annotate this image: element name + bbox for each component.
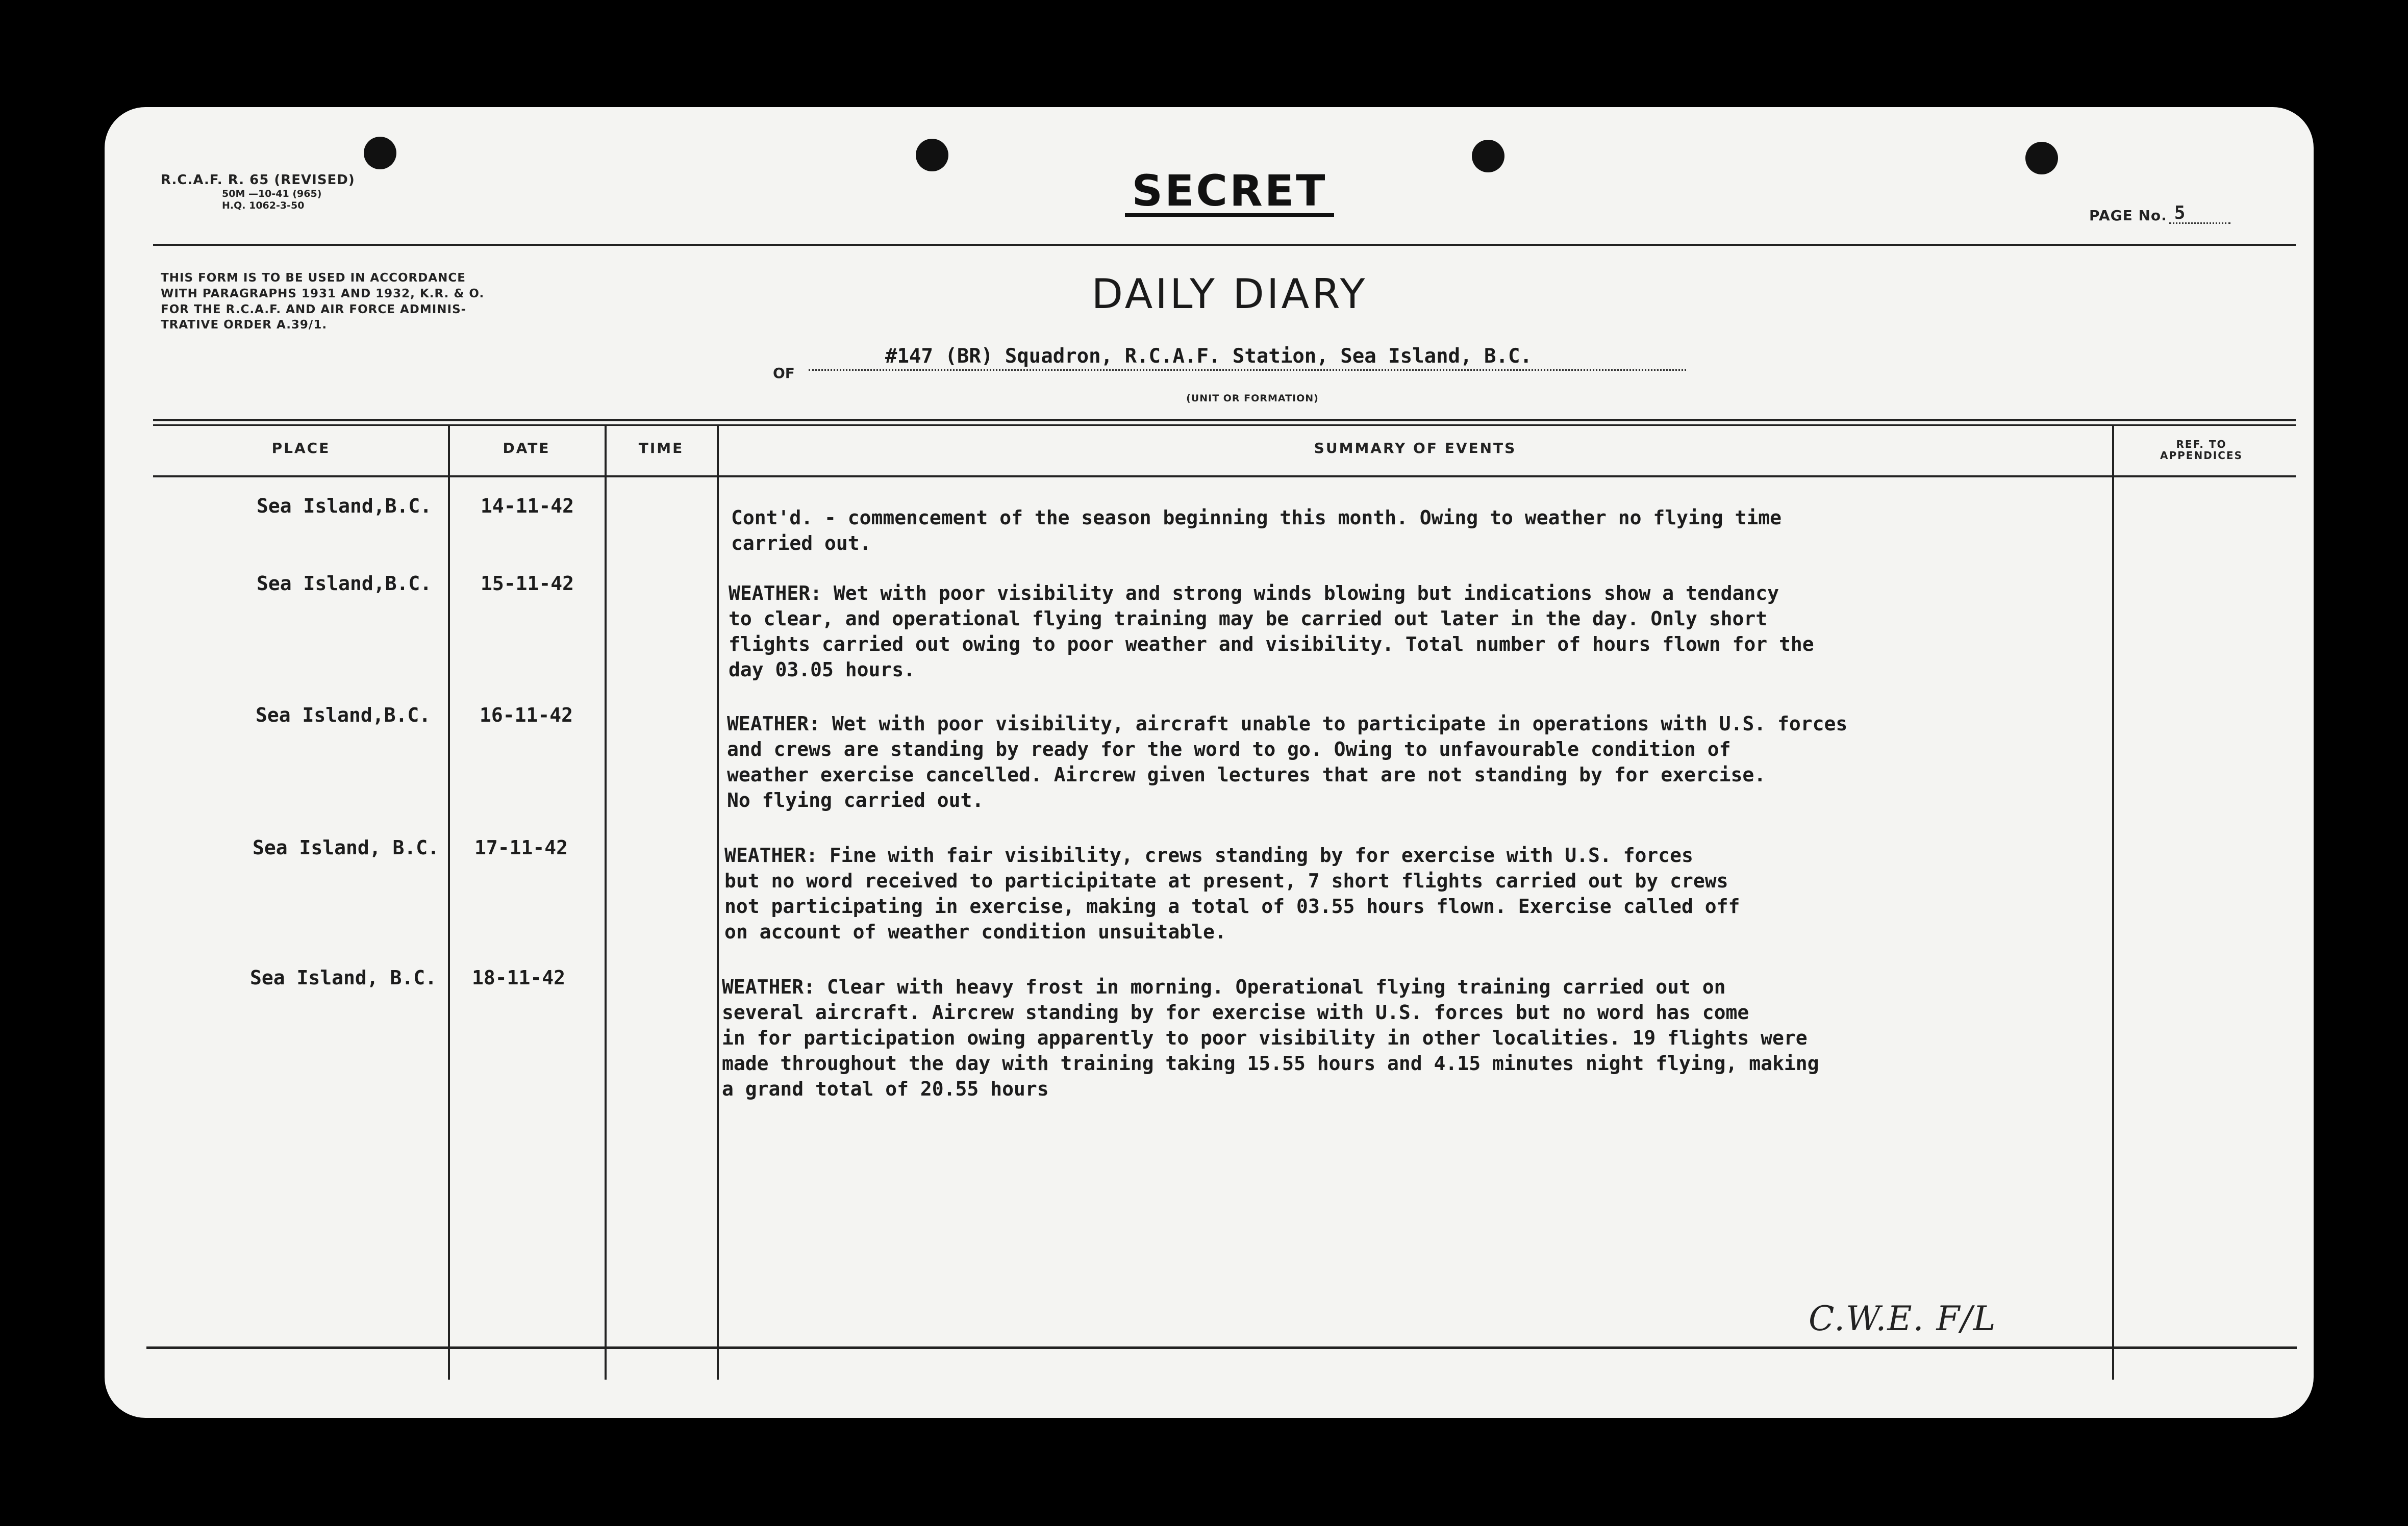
form-hq-code: H.Q. 1062-3-50	[222, 199, 305, 211]
diary-page	[105, 107, 2314, 1418]
entry-date: 16-11-42	[480, 704, 573, 726]
summary-line: not participating in exercise, making a total of 03.55 hours flown. Exercise called off	[724, 895, 1740, 918]
summary-line: to clear, and operational flying training may be carried out later in the day. Only short	[729, 607, 1768, 630]
column-header-place: PLACE	[271, 440, 331, 456]
summary-line: several aircraft. Aircrew standing by for exercise with U.S. forces but no word has come	[722, 1001, 1749, 1024]
header-divider	[153, 244, 2296, 246]
unit-caption: (UNIT OR FORMATION)	[1186, 393, 1319, 404]
entry-place: Sea Island, B.C.	[250, 967, 437, 989]
instruction-line: WITH PARAGRAPHS 1931 AND 1932, K.R. & O.	[161, 287, 485, 300]
summary-line: WEATHER: Wet with poor visibility and strong winds blowing but indications show a tendancy	[729, 582, 1779, 604]
entry-summary	[724, 843, 1740, 945]
instruction-line: THIS FORM IS TO BE USED IN ACCORDANCE	[161, 271, 466, 285]
binder-hole	[916, 139, 948, 171]
summary-line: made throughout the day with training taking 15.55 hours and 4.15 minutes night flying, making	[722, 1052, 1819, 1075]
summary-line: day 03.05 hours.	[729, 658, 916, 681]
entry-summary	[727, 711, 1847, 813]
summary-line: in for participation owing apparently to poor visibility in other localities. 19 flights were	[722, 1027, 1808, 1049]
entry-summary	[729, 580, 1814, 682]
summary-line: WEATHER: Wet with poor visibility, aircraft unable to participate in operations with U.S. forces	[727, 713, 1848, 735]
summary-line: a grand total of 20.55 hours	[722, 1078, 1049, 1100]
page-number-field	[2089, 204, 2230, 224]
column-header-appendices	[2115, 439, 2288, 461]
column-divider-summary-ref	[2112, 426, 2114, 1380]
entry-place: Sea Island,B.C.	[257, 495, 432, 517]
table-top-border	[153, 419, 2296, 421]
table-bottom-border	[146, 1346, 2297, 1349]
column-header-divider	[153, 475, 2296, 477]
summary-line: WEATHER: Fine with fair visibility, crews standing by for exercise with U.S. forces	[724, 844, 1693, 867]
entry-place: Sea Island,B.C.	[256, 704, 431, 726]
summary-line: but no word received to participitate at present, 7 short flights carried out by crews	[724, 870, 1728, 892]
form-print-code: 50M —10-41 (965)	[222, 188, 322, 200]
summary-line: WEATHER: Clear with heavy frost in morning. Operational flying training carried out on	[722, 976, 1726, 998]
entry-place: Sea Island, B.C.	[253, 836, 440, 859]
page-number-value: 5	[2169, 204, 2230, 224]
unit-of-label: OF	[773, 365, 795, 382]
binder-hole	[1472, 140, 1504, 172]
unit-formation-value: #147 (BR) Squadron, R.C.A.F. Station, Sea Island, B.C.	[885, 345, 1532, 368]
form-identifier	[161, 172, 355, 212]
summary-line: No flying carried out.	[727, 789, 984, 811]
summary-line: weather exercise cancelled. Aircrew given lectures that are not standing by for exercise.	[727, 764, 1766, 786]
binder-hole	[364, 137, 396, 169]
entry-date: 17-11-42	[474, 836, 568, 859]
entry-place: Sea Island,B.C.	[257, 572, 432, 595]
column-divider-place-date	[448, 426, 450, 1380]
entry-date: 18-11-42	[472, 967, 566, 989]
appendices-header-line: APPENDICES	[2160, 449, 2243, 462]
officer-signature: C.W.E. F/L	[1809, 1299, 1997, 1338]
form-instructions	[161, 270, 569, 333]
entry-summary	[731, 505, 1782, 556]
form-number: R.C.A.F. R. 65 (REVISED)	[161, 172, 355, 188]
column-divider-date-time	[605, 426, 607, 1380]
column-header-summary: SUMMARY OF EVENTS	[1314, 440, 1517, 456]
summary-line: on account of weather condition unsuitable.	[724, 921, 1226, 943]
column-header-date: DATE	[503, 440, 550, 456]
entry-date: 15-11-42	[481, 572, 574, 595]
appendices-header-line: REF. TO	[2176, 438, 2227, 450]
summary-line: Cont'd. - commencement of the season beginning this month. Owing to weather no flying time	[731, 506, 1782, 529]
column-header-time: TIME	[638, 440, 684, 456]
instruction-line: TRATIVE ORDER A.39/1.	[161, 318, 328, 332]
summary-line: flights carried out owing to poor weather and visibility. Total number of hours flown for the	[729, 633, 1814, 655]
entry-date: 14-11-42	[481, 495, 574, 517]
table-top-border-inner	[153, 424, 2296, 426]
summary-line: and crews are standing by ready for the word to go. Owing to unfavourable condition of	[727, 738, 1731, 760]
document-title: DAILY DIARY	[1091, 270, 1368, 318]
classification-heading: SECRET	[1125, 168, 1334, 217]
binder-hole	[2025, 142, 2058, 174]
column-divider-time-summary	[717, 426, 719, 1380]
page-number-label: PAGE No.	[2089, 207, 2167, 224]
instruction-line: FOR THE R.C.A.F. AND AIR FORCE ADMINIS-	[161, 302, 467, 316]
summary-line: carried out.	[731, 532, 871, 554]
entry-summary	[722, 974, 1819, 1102]
